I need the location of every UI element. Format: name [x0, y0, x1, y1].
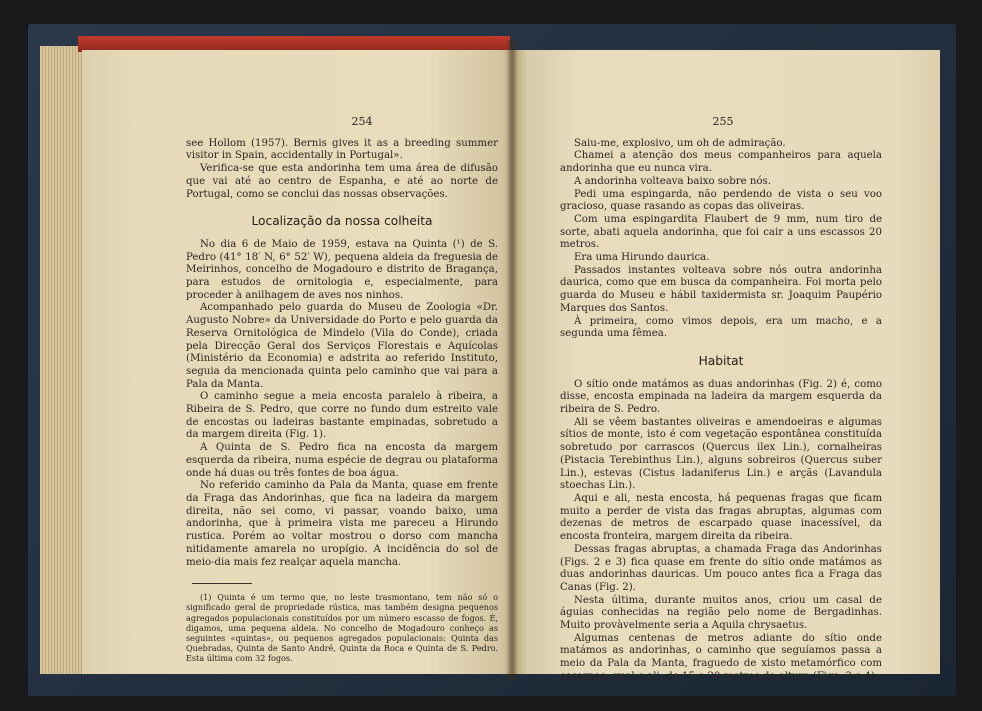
right-page: [514, 50, 940, 682]
intro-paragraph: Passados instantes volteava sobre nós outra andorinha daurica, como que em busca da companheira. Foi morta pelo guarda do Museu e hábil taxidermista sr. Joaquim Paupério Marques dos Santos.: [560, 264, 882, 314]
body-paragraph: O sítio onde matámos as duas andorinhas (Fig. 2) é, como disse, encosta empinada na ladeira da margem esquerda da ribeira de S. Pedro.: [560, 378, 882, 416]
left-page-text: [186, 116, 498, 664]
intro-paragraph: see Hollom (1957). Bernis gives it as a breeding summer visitor in Spain, accidentally in Portugal».: [186, 137, 498, 162]
intro-paragraph: A andorinha volteava baixo sobre nós.: [574, 175, 772, 187]
page-number-right: 255: [712, 115, 734, 128]
body-paragraph: Algumas centenas de metros adiante do sítio onde matámos as andorinhas, o caminho que seguíamos passa a meio da Pala da Manta, fraguedo de xisto metamórfico com escarpas, qual e ali, de 15 e 20 metros de altura (Figs. 3 e 4).: [560, 632, 882, 682]
body-paragraph: Ali se vêem bastantes oliveiras e amendoeiras e algumas sítios de monte, isto é com vegetação espontânea constituída sobretudo por carrascos (Quercus ilex Lin.), cornalheiras (Pistacia Terebinthus Lin.), alguns sobreiros (Quercus suber Lin.), estevas (Cistus ladaniferus Lin.) e arçãs (Lavandula stoechas Lin.).: [560, 416, 882, 492]
intro-paragraph: Saiu-me, explosivo, um oh de admiração.: [574, 137, 786, 149]
body-paragraph: Aqui e ali, nesta encosta, há pequenas fragas que ficam muito a perder de vista das fragas abruptas, algumas com dezenas de metros de escarpado quase inacessível, da encosta fronteira, margem direita da ribeira.: [560, 492, 882, 543]
body-paragraph: A Quinta de S. Pedro fica na encosta da margem esquerda da ribeira, numa espécie de degrau ou plataforma onde há duas ou três fontes de boa água.: [186, 442, 498, 479]
intro-paragraph: Verifica-se que esta andorinha tem uma área de difusão que vai até ao centro de Espanha, e até ao norte de Portugal, como se conclui das nossas observações.: [186, 163, 498, 200]
body-paragraph: No referido caminho da Pala da Manta, quase em frente da Fraga das Andorinhas, que fica na ladeira da margem direita, não sei como, vi passar, voando baixo, uma andorinha, que à primeira vista me pareceu a Hirundo rustica. Porém ao voltar mostrou o dorso com mancha nitidamente amarela no uropígio. A incidência do sol de meio-dia mais fez realçar aquela mancha.: [186, 480, 498, 568]
body-paragraph: Acompanhado pelo guarda do Museu de Zoologia «Dr. Augusto Nobre» da Universidade do Porto e pelo guarda da Reserva Ornitológica de Mindelo (Vila do Conde), criada pela Direcção Geral dos Serviços Florestais e Aquícolas (Ministério da Economia) e adstrita ao referido Instituto, seguia da mencionada quinta pelo caminho que vai para a Pala da Manta.: [186, 302, 498, 390]
section-heading-localizacao: Localização da nossa colheita: [251, 214, 433, 229]
footnote-rule: [192, 583, 252, 584]
page-number-left: 254: [351, 115, 373, 128]
book-gutter: [506, 40, 518, 680]
intro-paragraph: Chamei a atenção dos meus companheiros para aquela andorinha que eu nunca vira.: [560, 150, 882, 175]
page-edges: [40, 46, 88, 674]
right-page-text: [560, 116, 882, 684]
footnote: (1) Quinta é um termo que, no leste trasmontano, tem não só o significado geral de propriedade rústica, mas também designa pequenos agregados populacionais constituídos por um número escasso de fogos. É, digamos, uma pequena aldeia. No concelho de Mogadouro conheço as seguintes «quintas», ou pequenos agregados populacionais: Quinta das Quebradas, Quinta de Santo André, Quinta da Roca e Quinta de S. Pedro. Esta última com 32 fogos.: [186, 592, 498, 664]
intro-paragraph: À primeira, como vimos depois, era um macho, e a segunda uma fêmea.: [560, 315, 882, 340]
intro-paragraph: Pedi uma espingarda, não perdendo de vista o seu voo gracioso, quase rasando as copas das oliveiras.: [560, 188, 882, 213]
intro-paragraph: Era uma Hirundo daurica.: [574, 252, 710, 264]
section-heading-habitat: Habitat: [698, 353, 744, 368]
body-paragraph: Dessas fragas abruptas, a chamada Fraga das Andorinhas (Figs. 2 e 3) fica quase em frente do sítio onde matámos as duas andorinhas dauricas. Um pouco antes fica a Fraga das Canas (Fig. 2).: [560, 543, 882, 593]
body-paragraph: O caminho segue a meia encosta paralelo à ribeira, a Ribeira de S. Pedro, que corre no fundo dum estreito vale de encostas ou ladeiras bastante empinadas, sobretudo a da margem direita (Fig. 1).: [186, 391, 498, 441]
intro-paragraph: Com uma espingardita Flaubert de 9 mm, num tiro de sorte, abati aquela andorinha, que foi cair a uns escassos 20 metros.: [560, 213, 882, 251]
left-page: [82, 50, 514, 674]
body-paragraph: No dia 6 de Maio de 1959, estava na Quinta (¹) de S. Pedro (41° 18′ N, 6° 52′ W), pequena aldeia da freguesia de Meirinhos, concelho de Mogadouro e distrito de Bragança, para estudos de ornitologia e, especialmente, para proceder à anilhagem de aves nos ninhos.: [186, 238, 498, 301]
body-paragraph: Nesta última, durante muitos anos, criou um casal de águias conhecidas na região pelo nome de Bergadinhas. Muito provàvelmente seria a Aquila chrysaetus.: [560, 594, 882, 632]
